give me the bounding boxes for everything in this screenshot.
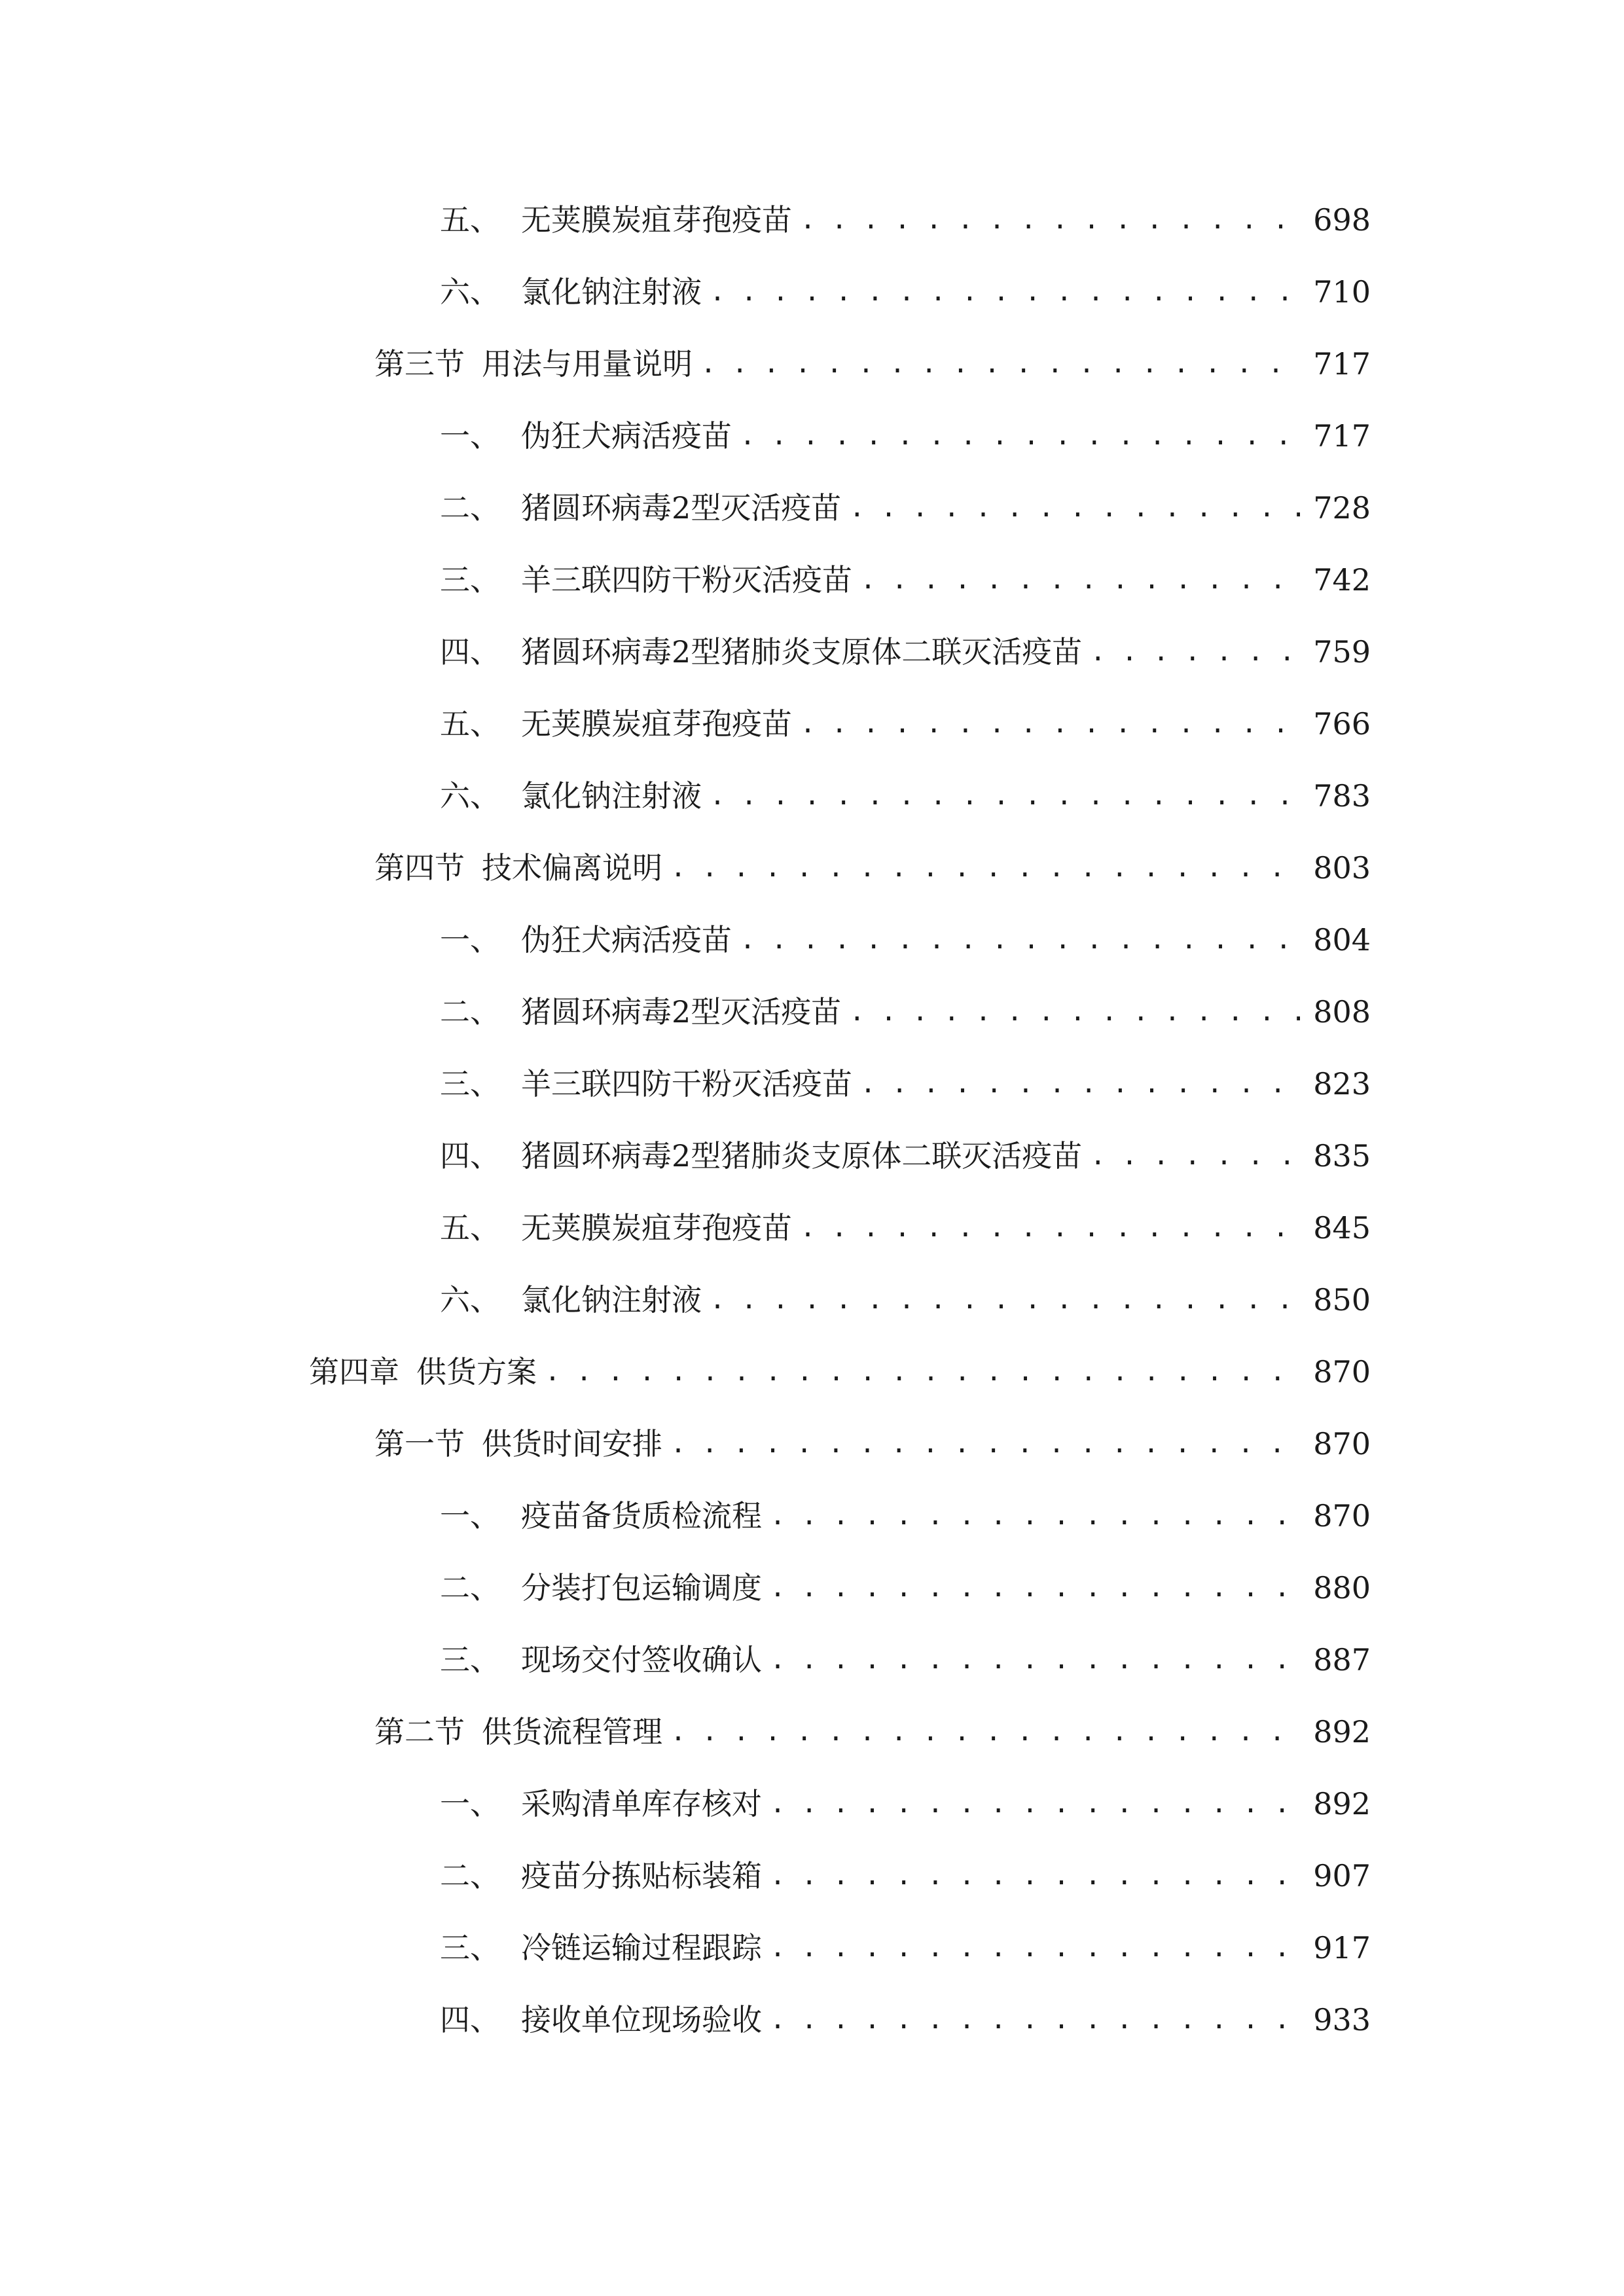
- entry-title: 伪狂犬病活疫苗: [521, 922, 732, 958]
- entry-page-number: 892: [1313, 1786, 1371, 1821]
- dot-leader: [849, 986, 1300, 1038]
- toc-entry[interactable]: [309, 1346, 1371, 1398]
- entry-title: 用法与用量说明: [482, 346, 693, 382]
- entry-page-number: 892: [1313, 1714, 1371, 1749]
- entry-page-number: 917: [1313, 1930, 1371, 1965]
- entry-page-number: 742: [1313, 562, 1371, 598]
- dot-leader: [700, 338, 1300, 390]
- toc-entry[interactable]: [440, 1058, 1371, 1110]
- entry-number: 第三节: [374, 346, 465, 382]
- entry-title: 供货时间安排: [482, 1426, 662, 1462]
- entry-number: 二、: [440, 1570, 500, 1605]
- dot-leader: [1090, 626, 1300, 678]
- entry-title: 接收单位现场验收: [521, 2002, 762, 2037]
- entry-title: 疫苗备货质检流程: [521, 1498, 762, 1534]
- entry-number: 一、: [440, 1498, 500, 1534]
- dot-leader: [770, 1994, 1300, 2046]
- entry-title: 供货流程管理: [482, 1714, 662, 1749]
- entry-title: 猪圆环病毒2型猪肺炎支原体二联灭活疫苗: [521, 1138, 1083, 1174]
- dot-leader: [740, 914, 1300, 966]
- entry-number: 三、: [440, 1642, 500, 1677]
- entry-page-number: 728: [1313, 490, 1371, 526]
- entry-title: 疫苗分拣贴标装箱: [521, 1858, 762, 1893]
- entry-page-number: 783: [1313, 778, 1371, 814]
- dot-leader: [800, 1202, 1300, 1254]
- entry-title: 无荚膜炭疽芽孢疫苗: [521, 202, 792, 238]
- toc-entry[interactable]: [374, 1418, 1371, 1470]
- entry-title: 分装打包运输调度: [521, 1570, 762, 1605]
- dot-leader: [770, 1922, 1300, 1974]
- toc-entry[interactable]: [440, 1994, 1371, 2046]
- entry-title: 猪圆环病毒2型猪肺炎支原体二联灭活疫苗: [521, 634, 1083, 670]
- toc-entry[interactable]: [440, 1850, 1371, 1902]
- dot-leader: [770, 1490, 1300, 1542]
- entry-title: 无荚膜炭疽芽孢疫苗: [521, 1210, 792, 1246]
- entry-number: 一、: [440, 1786, 500, 1821]
- entry-title: 供货方案: [416, 1354, 537, 1390]
- entry-number: 四、: [440, 634, 500, 670]
- dot-leader: [670, 1418, 1300, 1470]
- entry-page-number: 870: [1313, 1426, 1371, 1462]
- entry-page-number: 870: [1313, 1498, 1371, 1534]
- entry-number: 四、: [440, 1138, 500, 1174]
- entry-title: 猪圆环病毒2型灭活疫苗: [521, 490, 842, 526]
- entry-page-number: 804: [1313, 922, 1371, 958]
- entry-page-number: 835: [1313, 1138, 1371, 1174]
- toc-entry[interactable]: [440, 770, 1371, 822]
- dot-leader: [1090, 1130, 1300, 1182]
- dot-leader: [710, 1274, 1300, 1326]
- entry-page-number: 845: [1313, 1210, 1371, 1246]
- entry-number: 五、: [440, 1210, 500, 1246]
- dot-leader: [770, 1634, 1300, 1686]
- entry-page-number: 717: [1313, 418, 1371, 454]
- dot-leader: [800, 194, 1300, 246]
- toc-entry[interactable]: [440, 1634, 1371, 1686]
- entry-number: 第四节: [374, 850, 465, 886]
- entry-number: 一、: [440, 418, 500, 454]
- toc-entry[interactable]: [440, 482, 1371, 534]
- entry-title: 现场交付签收确认: [521, 1642, 762, 1677]
- dot-leader: [770, 1850, 1300, 1902]
- entry-number: 第一节: [374, 1426, 465, 1462]
- dot-leader: [710, 770, 1300, 822]
- entry-number: 五、: [440, 706, 500, 742]
- entry-page-number: 880: [1313, 1570, 1371, 1605]
- entry-number: 五、: [440, 202, 500, 238]
- toc-entry[interactable]: [440, 1778, 1371, 1830]
- dot-leader: [849, 482, 1300, 534]
- entry-page-number: 907: [1313, 1858, 1371, 1893]
- toc-entry[interactable]: [440, 1202, 1371, 1254]
- dot-leader: [670, 842, 1300, 894]
- dot-leader: [670, 1706, 1300, 1758]
- toc-entry[interactable]: [440, 626, 1371, 678]
- dot-leader: [740, 410, 1300, 462]
- entry-page-number: 759: [1313, 634, 1371, 670]
- entry-number: 二、: [440, 994, 500, 1030]
- entry-number: 六、: [440, 274, 500, 310]
- entry-page-number: 808: [1313, 994, 1371, 1030]
- toc-entry[interactable]: [440, 1130, 1371, 1182]
- entry-page-number: 766: [1313, 706, 1371, 742]
- entry-title: 技术偏离说明: [482, 850, 662, 886]
- toc-entry[interactable]: [440, 1490, 1371, 1542]
- toc-entry[interactable]: [440, 698, 1371, 750]
- dot-leader: [710, 266, 1300, 318]
- entry-number: 六、: [440, 1282, 500, 1318]
- entry-number: 三、: [440, 562, 500, 598]
- entry-page-number: 850: [1313, 1282, 1371, 1318]
- entry-title: 氯化钠注射液: [521, 274, 702, 310]
- entry-number: 二、: [440, 490, 500, 526]
- entry-title: 氯化钠注射液: [521, 778, 702, 814]
- entry-title: 羊三联四防干粉灭活疫苗: [521, 1066, 852, 1102]
- entry-title: 无荚膜炭疽芽孢疫苗: [521, 706, 792, 742]
- entry-number: 第二节: [374, 1714, 465, 1749]
- entry-title: 氯化钠注射液: [521, 1282, 702, 1318]
- toc-entry[interactable]: [440, 554, 1371, 606]
- dot-leader: [770, 1562, 1300, 1614]
- toc-entry[interactable]: [440, 194, 1371, 246]
- entry-number: 第四章: [309, 1354, 399, 1390]
- entry-page-number: 717: [1313, 346, 1371, 382]
- toc-entry[interactable]: [440, 1274, 1371, 1326]
- entry-page-number: 870: [1313, 1354, 1371, 1390]
- entry-title: 猪圆环病毒2型灭活疫苗: [521, 994, 842, 1030]
- entry-number: 三、: [440, 1930, 500, 1965]
- toc-entry[interactable]: [374, 842, 1371, 894]
- dot-leader: [770, 1778, 1300, 1830]
- toc-entry[interactable]: [440, 410, 1371, 462]
- entry-page-number: 887: [1313, 1642, 1371, 1677]
- toc-entry[interactable]: [440, 266, 1371, 318]
- toc-entry[interactable]: [440, 1562, 1371, 1614]
- entry-page-number: 803: [1313, 850, 1371, 886]
- entry-page-number: 933: [1313, 2002, 1371, 2037]
- dot-leader: [860, 1058, 1300, 1110]
- entry-number: 一、: [440, 922, 500, 958]
- dot-leader: [860, 554, 1300, 606]
- toc-entry[interactable]: [440, 1922, 1371, 1974]
- dot-leader: [545, 1346, 1300, 1398]
- entry-page-number: 698: [1313, 202, 1371, 238]
- entry-number: 二、: [440, 1858, 500, 1893]
- entry-number: 三、: [440, 1066, 500, 1102]
- entry-page-number: 823: [1313, 1066, 1371, 1102]
- toc-entry[interactable]: [374, 1706, 1371, 1758]
- entry-number: 四、: [440, 2002, 500, 2037]
- entry-title: 羊三联四防干粉灭活疫苗: [521, 562, 852, 598]
- entry-page-number: 710: [1313, 274, 1371, 310]
- toc-entry[interactable]: [440, 986, 1371, 1038]
- toc-entry[interactable]: [440, 914, 1371, 966]
- entry-number: 六、: [440, 778, 500, 814]
- entry-title: 采购清单库存核对: [521, 1786, 762, 1821]
- entry-title: 伪狂犬病活疫苗: [521, 418, 732, 454]
- entry-title: 冷链运输过程跟踪: [521, 1930, 762, 1965]
- dot-leader: [800, 698, 1300, 750]
- toc-entry[interactable]: [374, 338, 1371, 390]
